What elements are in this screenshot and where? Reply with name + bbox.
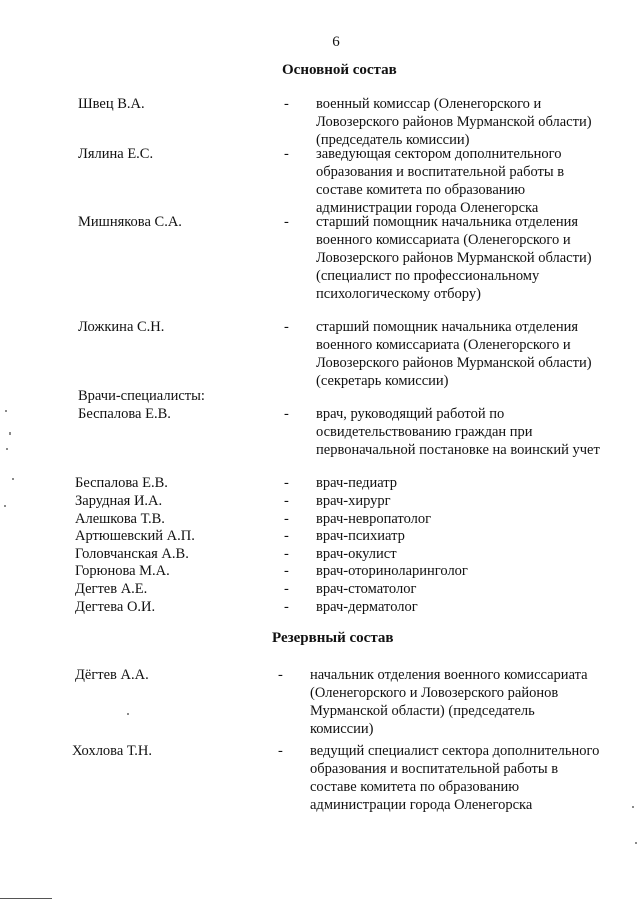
- member-dash: -: [284, 581, 289, 597]
- member-role: врач-окулист: [316, 546, 397, 562]
- member-role: врач-хирург: [316, 493, 391, 509]
- scan-speck: [12, 478, 14, 480]
- member-dash: -: [278, 743, 283, 759]
- member-dash: -: [284, 493, 289, 509]
- member-role: врач, руководящий работой по освидетельствованию граждан при первоначальной постановке на воинский учет: [316, 406, 600, 458]
- member-role: врач-педиатр: [316, 475, 398, 491]
- member-role: врач-оториноларинголог: [316, 563, 468, 579]
- scan-speck: [4, 505, 6, 507]
- member-name: Дегтева О.И.: [75, 599, 156, 615]
- member-dash: -: [284, 406, 289, 422]
- member-role: врач-дерматолог: [316, 599, 418, 615]
- member-dash: -: [284, 599, 289, 615]
- member-dash: -: [284, 146, 289, 162]
- member-role: врач-психиатр: [316, 528, 405, 544]
- main-heading: Основной состав: [282, 62, 397, 78]
- member-dash: -: [284, 319, 289, 335]
- member-dash: -: [284, 214, 289, 230]
- scan-speck: [127, 713, 129, 715]
- page-number: 6: [332, 34, 340, 50]
- member-role: начальник отделения военного комиссариата (Оленегорского и Ловозерского районов Мурманской области) (председатель комиссии): [310, 667, 588, 737]
- member-name: Швец В.А.: [78, 96, 145, 112]
- specialists-label: Врачи-специалисты:: [78, 388, 205, 404]
- member-name: Дёгтев А.А.: [75, 667, 149, 683]
- reserve-heading: Резервный состав: [272, 630, 394, 646]
- member-name: Головчанская А.В.: [75, 546, 189, 562]
- member-name: Лялина Е.С.: [78, 146, 154, 162]
- member-dash: -: [284, 96, 289, 112]
- member-name: Зарудная И.А.: [75, 493, 163, 509]
- member-name: Алешкова Т.В.: [75, 511, 165, 527]
- member-role: старший помощник начальника отделения военного комиссариата (Оленегорского и Ловозерского районов Мурманской области) (секретарь комиссии): [316, 319, 592, 389]
- member-role: ведущий специалист сектора дополнительного образования и воспитательной работы в составе комитета по образованию администрации города Оленегорска: [310, 743, 600, 813]
- member-name: Ложкина С.Н.: [78, 319, 165, 335]
- scan-speck: [632, 806, 634, 808]
- member-name: Дегтев А.Е.: [75, 581, 148, 597]
- member-dash: -: [284, 511, 289, 527]
- member-dash: -: [278, 667, 283, 683]
- member-role: врач-стоматолог: [316, 581, 417, 597]
- member-name: Беспалова Е.В.: [75, 475, 168, 491]
- member-name: Хохлова Т.Н.: [72, 743, 153, 759]
- member-name: Горюнова М.А.: [75, 563, 170, 579]
- member-name: Артюшевский А.П.: [75, 528, 195, 544]
- member-dash: -: [284, 563, 289, 579]
- scan-speck: [6, 448, 8, 450]
- member-dash: -: [284, 475, 289, 491]
- scan-speck: [635, 842, 637, 844]
- member-role: врач-невропатолог: [316, 511, 432, 527]
- scan-speck: [5, 410, 7, 412]
- scan-speck: [9, 432, 11, 435]
- member-name: Беспалова Е.В.: [78, 406, 171, 422]
- member-role: военный комиссар (Оленегорского и Ловозерского районов Мурманской области) (председатель комиссии): [316, 96, 592, 148]
- member-dash: -: [284, 528, 289, 544]
- member-dash: -: [284, 546, 289, 562]
- member-role: старший помощник начальника отделения военного комиссариата (Оленегорского и Ловозерского районов Мурманской области) (специалист по профессиональному психологическому отбору): [316, 214, 592, 302]
- bottom-rule: [0, 898, 52, 899]
- member-role: заведующая сектором дополнительного образования и воспитательной работы в составе комитета по образованию администрации города Оленегорска: [316, 146, 565, 216]
- member-name: Мишнякова С.А.: [78, 214, 182, 230]
